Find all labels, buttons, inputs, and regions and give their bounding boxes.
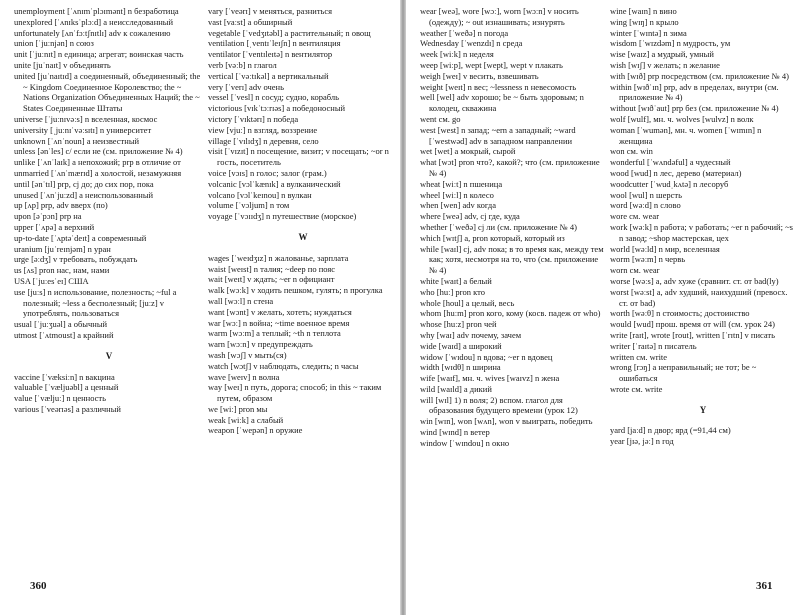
dictionary-entry: united [juˈnaɪtɪd] a соединенный, объединенный; the ~ Kingdom Соединенное Королевство; the ~ Nations Organization Объединенных Наций; the ~ States Соединенные Штаты — [14, 70, 201, 114]
dictionary-entry: universe [ˈjuːnɪvəːs] n вселенная, космос — [14, 113, 158, 124]
dictionary-entry: written см. write — [610, 351, 668, 362]
dictionary-entry: victory [ˈvɪktərɪ] n победа — [208, 113, 299, 124]
dictionary-entry: woodcutter [ˈwudˌkʌtə] n лесоруб — [610, 178, 729, 189]
dictionary-entry: use [juːs] n использование, полезность; ~ful a полезный; ~less a бесполезный; [juːz] v употреблять, пользоваться — [14, 286, 177, 319]
dictionary-entry: wife [waɪf], мн. ч. wives [waɪvz] n жена — [420, 373, 560, 384]
dictionary-entry: worst [wəːst] a, adv худший, наихудший (превосх. ст. от bad) — [610, 286, 788, 308]
dictionary-entry: wind [wɪnd] n ветер — [420, 427, 490, 438]
dictionary-entry: wear [weə], wore [wɔː], worn [wɔːn] v носить (одежду); ~ out изнашивать; изнурять — [420, 6, 579, 27]
dictionary-entry: win [wɪn], won [wʌn], won v выиграть, победить — [420, 416, 593, 427]
dictionary-entry: wait [weɪt] v ждать; ~er n официант — [208, 274, 335, 285]
dictionary-entry: utmost [ˈʌtmoust] a крайний — [14, 329, 114, 340]
dictionary-entry: woman [ˈwumən], мн. ч. women [ˈwɪmɪn] n женщина — [610, 124, 762, 146]
dictionary-entry: yard [jaːd] n двор; ярд (=91,44 см) — [610, 425, 731, 436]
dictionary-entry: why [waɪ] adv почему, зачем — [420, 329, 522, 340]
dictionary-entry: wing [wɪŋ] n крыло — [610, 16, 679, 27]
dictionary-entry: ventilator [ˈventɪleɪtə] n вентилятор — [208, 49, 333, 60]
dictionary-entry: window [ˈwɪndou] n окно — [420, 437, 510, 448]
dictionary-entry: wave [weɪv] n волна — [208, 371, 280, 382]
dictionary-entry: wood [wud] n лес, дерево (материал) — [610, 167, 742, 178]
dictionary-entry: various [ˈveərɪəs] a различный — [14, 403, 121, 414]
dictionary-entry: without [wɪðˈaut] prp без (см. приложение № 4) — [610, 103, 779, 114]
dictionary-entry: who [huː] pron кто — [420, 286, 485, 297]
dictionary-entry: wore см. wear — [610, 211, 660, 222]
dictionary-entry: when [wen] adv когда — [420, 200, 496, 211]
dictionary-entry: wages [ˈweɪdʒɪz] n жалованье, зарплата — [208, 252, 349, 263]
dictionary-entry: university [ˌjuːnɪˈvəːsɪtɪ] n университет — [14, 124, 152, 135]
dictionary-entry: winter [ˈwɪntə] n зима — [610, 27, 687, 38]
dictionary-entry: vegetable [ˈvedʒɪtəbl] a растительный; n овощ — [208, 27, 371, 38]
dictionary-entry: worm [wəːm] n червь — [610, 254, 686, 265]
dictionary-entry: view [vjuː] n взгляд, воззрение — [208, 124, 318, 135]
page-number-left: 360 — [30, 580, 47, 592]
dictionary-entry: Wednesday [ˈwenzdɪ] n среда — [420, 38, 523, 49]
dictionary-entry: whether [ˈweðə] cj ли (см. приложение № 4) — [420, 221, 577, 232]
dictionary-entry: unit [ˈjuːnɪt] n единица; агрегат; воинская часть — [14, 49, 184, 60]
dictionary-entry: wonderful [ˈwʌndəful] a чудесный — [610, 157, 731, 168]
right-page — [406, 0, 800, 615]
dictionary-entry: until [ənˈtɪl] prp, cj до; до сих пор, пока — [14, 178, 154, 189]
dictionary-entry: wash [wɔʃ] v мыть(ся) — [208, 349, 287, 360]
right-column-2 — [610, 6, 796, 447]
dictionary-entry: watch [wɔtʃ] v наблюдать, следить; n часы — [208, 360, 359, 371]
dictionary-entry: value [ˈvæljuː] n ценность — [14, 393, 107, 404]
dictionary-entry: warn [wɔːn] v предупреждать — [208, 339, 313, 350]
dictionary-entry: vessel [ˈvesl] n сосуд; судно, корабль — [208, 92, 339, 103]
dictionary-entry: volcano [vɔlˈkeɪnou] n вулкан — [208, 189, 312, 200]
dictionary-entry: within [wɪðˈɪn] prp, adv в пределах, внутри (см. приложение № 4) — [610, 81, 779, 103]
dictionary-entry: USA [ˈjuːesˈeɪ] США — [14, 275, 89, 286]
dictionary-entry: upon [əˈpɔn] prp на — [14, 211, 82, 222]
dictionary-entry: uranium [juˈreɪnjəm] n уран — [14, 243, 111, 254]
dictionary-entry: voice [vɔɪs] n голос; залог (грам.) — [208, 167, 327, 178]
dictionary-entry: wine [waɪn] n вино — [610, 6, 677, 16]
dictionary-entry: work [wəːk] n работа; v работать; ~er n рабочий; ~s n завод; ~shop мастерская, цех — [610, 221, 793, 243]
dictionary-entry: village [ˈvɪlɪdʒ] n деревня, село — [208, 135, 319, 146]
left-column-1 — [14, 6, 204, 415]
dictionary-entry: west [west] n запад; ~ern a западный; ~ward [ˈwestwəd] adv в западном направлении — [420, 124, 576, 146]
dictionary-entry: white [waɪt] a белый — [420, 275, 492, 286]
dictionary-entry: walk [wɔːk] v ходить пешком, гулять; n прогулка — [208, 285, 383, 296]
dictionary-entry: weak [wiːk] a слабый — [208, 414, 284, 425]
section-letter-v: V — [105, 350, 113, 361]
dictionary-entry: wheel [wiːl] n колесо — [420, 189, 494, 200]
dictionary-entry: valuable [ˈvæljuəbl] a ценный — [14, 382, 119, 393]
dictionary-entry: writer [ˈraɪtə] n писатель — [610, 340, 697, 351]
dictionary-entry: vaccine [ˈvæksiːn] n вакцина — [14, 371, 115, 382]
dictionary-entry: worth [wəːθ] n стоимость; достоинство — [610, 308, 750, 319]
dictionary-entry: weather [ˈweðə] n погода — [420, 27, 509, 38]
dictionary-entry: want [wɔnt] v желать, хотеть; нуждаться — [208, 306, 352, 317]
dictionary-entry: us [ʌs] pron нас, нам, нами — [14, 265, 110, 276]
dictionary-entry: unite [juˈnaɪt] v объединять — [14, 59, 111, 70]
dictionary-entry: wild [waɪld] a дикий — [420, 383, 492, 394]
dictionary-entry: weep [wiːp], wept [wept], wept v плакать — [420, 59, 563, 70]
dictionary-entry: waist [weɪst] n талия; ~deep по пояс — [208, 263, 336, 274]
dictionary-entry: write [raɪt], wrote [rout], written [ˈrɪtn] v писать — [610, 329, 776, 340]
dictionary-entry: up-to-date [ˈʌptəˈdeɪt] a современный — [14, 232, 147, 243]
dictionary-entry: wet [wet] a мокрый, сырой — [420, 146, 516, 157]
dictionary-entry: victorious [vɪkˈtɔːrɪəs] a победоносный — [208, 103, 346, 114]
dictionary-entry: week [wiːk] n неделя — [420, 49, 494, 60]
dictionary-entry: while [waɪl] cj, adv пока; в то время как, между тем как; хотя, несмотря на то, что (см. приложение № 4) — [420, 243, 604, 276]
dictionary-entry: worse [wəːs] a, adv хуже (сравнит. ст. от bad(ly) — [610, 275, 779, 286]
dictionary-entry: urge [əːdʒ] v требовать, побуждать — [14, 254, 138, 265]
dictionary-entry: wisdom [ˈwɪzdəm] n мудрость, ум — [610, 38, 731, 49]
dictionary-entry: unused [ˈʌnˈjuːzd] a неиспользованный — [14, 189, 154, 200]
dictionary-entry: volcanic [vɔlˈkænɪk] a вулканический — [208, 178, 341, 189]
dictionary-entry: unless [ənˈles] c/ если не (см. приложение № 4) — [14, 146, 183, 157]
dictionary-entry: voyage [ˈvɔɪɪdʒ] n путешествие (морское) — [208, 211, 357, 222]
dictionary-entry: widow [ˈwɪdou] n вдова; ~er n вдовец — [420, 351, 553, 362]
dictionary-entry: would [wud] прош. время от will (см. урок 24) — [610, 319, 775, 330]
dictionary-entry: year [jɪə, jəː] n год — [610, 436, 674, 447]
dictionary-entry: unmarried [ˈʌnˈmærɪd] a холостой, незамужняя — [14, 167, 182, 178]
dictionary-entry: wise [waɪz] a мудрый, умный — [610, 49, 714, 60]
dictionary-entry: visit [ˈvɪzɪt] n посещение, визит; v посещать; ~or n гость, посетитель — [208, 146, 389, 168]
dictionary-entry: wall [wɔːl] n стена — [208, 295, 274, 306]
dictionary-entry: wide [waɪd] a широкий — [420, 340, 502, 351]
page-number-right: 361 — [756, 580, 773, 592]
dictionary-entry: unemployment [ˈʌnɪmˈplɔɪmənt] n безработица — [14, 6, 179, 16]
dictionary-entry: word [wəːd] n слово — [610, 200, 681, 211]
left-column-2 — [208, 6, 398, 436]
dictionary-entry: what [wɔt] pron что?, какой?; что (см. приложение № 4) — [420, 157, 600, 178]
right-column-1 — [420, 6, 606, 449]
dictionary-entry: vast [vaːst] a обширный — [208, 16, 293, 27]
dictionary-entry: well [wel] adv хорошо; be ~ быть здоровым; n колодец, скважина — [420, 92, 584, 114]
dictionary-entry: volume [ˈvɔljum] n том — [208, 200, 290, 211]
section-letter-y: Y — [699, 404, 707, 415]
dictionary-entry: vary [ˈveərɪ] v меняться, разниться — [208, 6, 333, 16]
dictionary-entry: unlike [ˈʌnˈlaɪk] a непохожий; prp в отличие от — [14, 157, 181, 168]
dictionary-entry: weapon [ˈwepən] n оружие — [208, 425, 303, 436]
dictionary-entry: wrong [rɔŋ] a неправильный; не тот; be ~ ошибаться — [610, 362, 757, 384]
dictionary-entry: wheat [wiːt] n пшеница — [420, 178, 503, 189]
dictionary-entry: very [ˈverɪ] adv очень — [208, 81, 284, 92]
dictionary-entry: world [wəːld] n мир, вселенная — [610, 243, 720, 254]
section-letter-w: W — [298, 231, 308, 242]
dictionary-entry: wrote см. write — [610, 383, 663, 394]
dictionary-entry: up [ʌp] prp, adv вверх (по) — [14, 200, 108, 211]
dictionary-entry: ventilation [ˌventɪˈleɪʃn] n вентиляция — [208, 38, 341, 49]
dictionary-entry: union [ˈjuːnjən] n союз — [14, 38, 94, 49]
dictionary-entry: warm [wɔːm] a теплый; ~th n теплота — [208, 328, 341, 339]
dictionary-entry: width [wɪdθ] n ширина — [420, 362, 501, 373]
dictionary-entry: weight [weɪt] n вес; ~lessness n невесомость — [420, 81, 577, 92]
dictionary-entry: way [weɪ] n путь, дорога; способ; in this ~ таким путем, образом — [208, 382, 382, 404]
dictionary-entry: war [wɔː] n война; ~time военное время — [208, 317, 350, 328]
dictionary-entry: we [wiː] pron мы — [208, 403, 268, 414]
dictionary-entry: unfortunately [ʌnˈfɔːtʃnɪtlɪ] adv к сожалению — [14, 27, 171, 38]
dictionary-entry: unexplored [ˈʌnɪksˈplɔːd] a неисследованный — [14, 16, 174, 27]
dictionary-entry: will [wɪl] 1) n воля; 2) вспом. глагол для образования будущего времени (урок 12) — [420, 394, 578, 416]
dictionary-entry: wish [wɪʃ] v желать; n желание — [610, 59, 720, 70]
dictionary-entry: worn см. wear — [610, 265, 660, 276]
dictionary-entry: whose [huːz] pron чей — [420, 319, 497, 330]
dictionary-entry: where [weə] adv, cj где, куда — [420, 211, 520, 222]
dictionary-entry: whom [huːm] pron кого, кому (косв. падеж от who) — [420, 308, 601, 319]
dictionary-entry: vertical [ˈvəːtɪkəl] a вертикальный — [208, 70, 329, 81]
dictionary-entry: wool [wul] n шерсть — [610, 189, 682, 200]
dictionary-entry: which [wɪtʃ] a, pron который, который из — [420, 232, 565, 243]
dictionary-entry: unknown [ˈʌnˈnoun] a неизвестный — [14, 135, 140, 146]
dictionary-entry: with [wɪð] prp посредством (см. приложение № 4) — [610, 70, 789, 81]
dictionary-entry: verb [vəːb] n глагол — [208, 59, 277, 70]
dictionary-entry: wolf [wulf], мн. ч. wolves [wulvz] n волк — [610, 113, 754, 124]
dictionary-entry: whole [houl] a целый, весь — [420, 297, 515, 308]
dictionary-entry: upper [ˈʌpə] a верхний — [14, 221, 95, 232]
dictionary-entry: weigh [weɪ] v весить, взвешивать — [420, 70, 539, 81]
dictionary-entry: usual [ˈjuːʒuəl] a обычный — [14, 319, 108, 330]
dictionary-entry: won см. win — [610, 146, 653, 157]
dictionary-entry: went см. go — [420, 113, 461, 124]
